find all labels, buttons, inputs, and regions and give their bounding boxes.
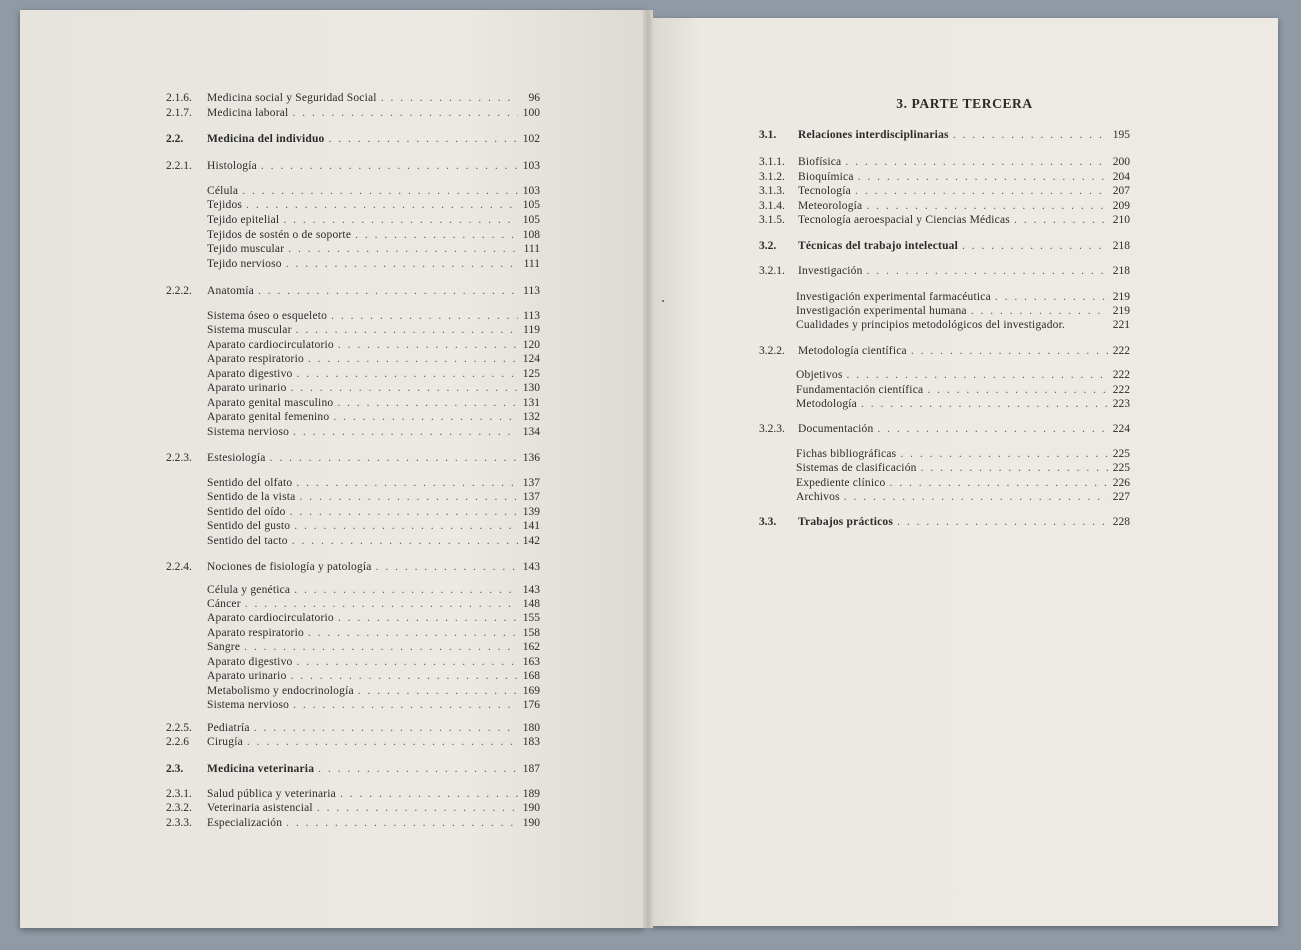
toc-entry [207,597,540,611]
toc-entry-page: 120 [522,339,540,351]
dot-leader [886,476,1109,490]
toc-entry [166,106,540,120]
toc-entry-page: 162 [522,641,540,653]
dot-leader [336,787,518,801]
dot-leader [923,383,1108,397]
toc-entry-title: Objetivos [796,369,843,381]
toc-entry-number: 3.1. [759,129,777,141]
toc-entry-page: 134 [522,426,540,438]
toc-entry-title: Sentido de la vista [207,491,296,503]
toc-entry-title: Tecnología [798,185,851,197]
toc-entry [207,490,540,504]
toc-entry-number: 2.3.1. [166,788,192,800]
toc-entry-title: Sangre [207,641,241,653]
dot-leader [873,422,1108,436]
toc-entry-title: Técnicas del trabajo intelectual [798,240,959,252]
dot-leader [840,490,1108,504]
toc-entry [796,290,1130,304]
toc-entry-title: Anatomía [207,285,254,297]
toc-entry-title: Investigación experimental humana [796,305,967,317]
dot-leader [377,91,518,105]
toc-entry-title: Sentido del gusto [207,520,291,532]
toc-entry-page: 130 [522,382,540,394]
dot-leader [254,284,518,298]
dot-leader [862,199,1108,213]
toc-entry-number: 3.2. [759,240,777,252]
toc-entry [166,762,540,776]
toc-entry-title: Medicina laboral [207,107,289,119]
toc-entry [759,170,1130,184]
toc-entry [796,304,1130,318]
dot-leader [292,323,518,337]
toc-entry-title: Medicina del individuo [207,133,325,145]
toc-entry-title: Sistema óseo o esqueleto [207,310,328,322]
toc-entry-page: 143 [522,561,540,573]
toc-entry-title: Fichas bibliográficas [796,448,897,460]
toc-entry [796,368,1130,382]
dot-leader [351,228,518,242]
dot-leader [967,304,1108,318]
dot-leader [289,698,518,712]
toc-entry [207,352,540,366]
toc-entry-title: Tejido muscular [207,243,285,255]
toc-entry-number: 2.2.1. [166,160,192,172]
toc-entry-title: Medicina social y Seguridad Social [207,92,377,104]
toc-entry-page: 169 [522,685,540,697]
dot-leader [286,505,518,519]
dot-leader [243,735,518,749]
toc-entry-title: Tejido nervioso [207,258,282,270]
toc-entry-page: 224 [1112,423,1130,435]
toc-entry-title: Sistema nervioso [207,699,290,711]
toc-entry-title: Aparato respiratorio [207,353,304,365]
toc-entry-title: Sentido del tacto [207,535,288,547]
toc-entry-number: 3.1.1. [759,156,785,168]
toc-entry-page: 113 [523,285,540,297]
toc-entry-number: 3.2.2. [759,345,785,357]
toc-entry [207,257,540,271]
toc-entry-title: Aparato respiratorio [207,627,304,639]
toc-entry-page: 190 [522,802,540,814]
toc-entry-number: 2.2. [166,133,184,145]
toc-entry [796,461,1130,475]
toc-entry [166,721,540,735]
toc-entry-page: 189 [522,788,540,800]
toc-entry-page: 136 [522,452,540,464]
toc-entry-page: 100 [522,107,540,119]
toc-entry [759,155,1130,169]
toc-entry-page: 142 [522,535,540,547]
toc-entry [759,344,1130,358]
toc-entry [166,816,540,830]
dot-leader [257,159,518,173]
toc-entry-title: Nociones de fisiología y patología [207,561,372,573]
toc-entry-page: 137 [522,491,540,503]
toc-entry-page: 228 [1112,516,1130,528]
toc-entry-page: 168 [522,670,540,682]
toc-entry [207,611,540,625]
toc-entry-page: 124 [522,353,540,365]
toc-entry [166,560,540,574]
dot-leader [334,338,518,352]
toc-entry-number: 3.2.1. [759,265,785,277]
dot-leader [372,560,518,574]
toc-entry-title: Expediente clínico [796,477,886,489]
toc-entry-page: 176 [522,699,540,711]
dot-leader [863,264,1108,278]
toc-entry [207,534,540,548]
toc-entry-page: 218 [1112,240,1130,252]
toc-entry-number: 2.3.2. [166,802,192,814]
dot-leader [238,184,518,198]
toc-entry-page: 158 [522,627,540,639]
toc-entry-page: 111 [523,258,540,270]
dot-leader [242,198,518,212]
toc-entry [207,425,540,439]
dot-leader [287,669,518,683]
book-gutter [643,10,653,928]
toc-entry-title: Metabolismo y endocrinología [207,685,354,697]
toc-entry [207,410,540,424]
toc-entry-page: 105 [522,199,540,211]
toc-entry-title: Sentido del olfato [207,477,293,489]
toc-entry-page: 137 [522,477,540,489]
toc-entry-page: 204 [1112,171,1130,183]
toc-entry-number: 3.1.5. [759,214,785,226]
toc-entry [207,476,540,490]
toc-entry [796,490,1130,504]
toc-entry-number: 2.1.7. [166,107,192,119]
toc-entry-number: 2.2.4. [166,561,192,573]
dot-leader [282,257,518,271]
toc-entry [166,801,540,815]
toc-entry-page: 148 [522,598,540,610]
toc-entry-page: 132 [522,411,540,423]
toc-entry-page: 221 [1112,319,1130,331]
toc-entry-page: 180 [522,722,540,734]
dot-leader [284,242,518,256]
toc-entry-title: Metodología [796,398,857,410]
dot-leader [250,721,518,735]
toc-entry-page: 190 [522,817,540,829]
dot-leader [327,309,518,323]
dot-leader [288,106,518,120]
dot-leader [241,597,518,611]
toc-entry-title: Sistema nervioso [207,426,290,438]
toc-entry-title: Sentido del oído [207,506,286,518]
toc-entry-title: Investigación [798,265,863,277]
toc-entry-title: Veterinaria asistencial [207,802,313,814]
toc-entry-page: 187 [522,763,540,775]
dot-leader [313,801,518,815]
toc-entry [207,684,540,698]
toc-entry-title: Archivos [796,491,840,503]
toc-entry [207,242,540,256]
dot-leader [304,626,518,640]
toc-entry [166,451,540,465]
toc-entry [207,309,540,323]
dot-leader [991,290,1108,304]
toc-entry [207,640,540,654]
toc-entry-page: 200 [1112,156,1130,168]
toc-entry-title: Cualidades y principios metodológicos del investigador. [796,319,1066,331]
toc-entry-title: Cirugía [207,736,243,748]
toc-entry [759,128,1130,142]
dot-leader [290,519,518,533]
dot-leader [314,762,518,776]
toc-entry-number: 2.2.6 [166,736,189,748]
dot-leader [1010,213,1108,227]
toc-entry [207,213,540,227]
toc-entry-title: Tejidos [207,199,243,211]
toc-entry-page: 141 [522,520,540,532]
toc-entry-title: Tejidos de sostén o de soporte [207,229,352,241]
dot-leader [292,655,518,669]
toc-entry-page: 163 [522,656,540,668]
dot-leader [354,684,518,698]
toc-entry-page: 223 [1112,398,1130,410]
toc-entry [207,198,540,212]
toc-entry-number: 2.1.6. [166,92,192,104]
toc-entry [796,318,1130,332]
toc-entry [207,396,540,410]
toc-entry [166,132,540,146]
toc-entry [207,228,540,242]
toc-entry-title: Tejido epitelial [207,214,280,226]
dot-leader [287,381,518,395]
toc-entry-number: 2.2.5. [166,722,192,734]
toc-entry-title: Documentación [798,423,874,435]
toc-entry-page: 102 [522,133,540,145]
toc-entry [166,735,540,749]
toc-entry-title: Sistema muscular [207,324,292,336]
dot-leader [333,396,518,410]
toc-entry-title: Aparato digestivo [207,368,293,380]
dot-leader [896,447,1108,461]
toc-entry-title: Aparato cardiocirculatorio [207,339,334,351]
dot-leader [917,461,1108,475]
toc-entry-page: 222 [1112,345,1130,357]
dot-leader [893,515,1108,529]
toc-entry [759,422,1130,436]
toc-entry-page: 209 [1112,200,1130,212]
toc-entry-page: 207 [1112,185,1130,197]
toc-entry-page: 111 [523,243,540,255]
toc-entry-title: Fundamentación científica [796,384,924,396]
toc-entry-title: Sistemas de clasificación [796,462,917,474]
toc-entry [207,519,540,533]
toc-entry-number: 3.1.2. [759,171,785,183]
toc-entry [796,447,1130,461]
dot-leader [843,368,1108,382]
toc-entry-title: Histología [207,160,257,172]
toc-entry [759,199,1130,213]
toc-entry [207,505,540,519]
toc-entry [796,476,1130,490]
toc-entry-title: Célula y genética [207,584,291,596]
part-heading: 3. PARTE TERCERA [896,96,1033,111]
toc-entry-number: 3.2.3. [759,423,785,435]
toc-entry [166,787,540,801]
toc-entry-page: 222 [1112,369,1130,381]
toc-entry-page: 103 [522,160,540,172]
toc-entry-number: 2.3. [166,763,184,775]
dot-leader [290,583,518,597]
toc-entry-title: Aparato genital femenino [207,411,330,423]
toc-entry-title: Aparato digestivo [207,656,293,668]
dot-leader [292,476,518,490]
toc-entry-title: Pediatría [207,722,250,734]
toc-entry [166,284,540,298]
dot-leader [949,128,1108,142]
toc-entry-title: Meteorología [798,200,863,212]
dot-leader [958,239,1108,253]
dot-leader [266,451,518,465]
toc-entry [207,323,540,337]
toc-entry-title: Aparato genital masculino [207,397,334,409]
toc-entry-page: 96 [528,92,540,104]
dot-leader [857,397,1108,411]
toc-entry-page: 119 [523,324,540,336]
toc-entry-title: Aparato cardiocirculatorio [207,612,334,624]
dot-leader [334,611,518,625]
toc-entry [759,515,1130,529]
toc-entry-page: 227 [1112,491,1130,503]
toc-entry [207,655,540,669]
toc-entry-number: 3.1.3. [759,185,785,197]
toc-entry-page: 225 [1112,462,1130,474]
toc-entry-page: 195 [1112,129,1130,141]
toc-entry-page: 103 [522,185,540,197]
dot-leader [907,344,1108,358]
dot-leader [295,490,518,504]
toc-entry [207,669,540,683]
toc-entry-page: 210 [1112,214,1130,226]
dot-leader [854,170,1108,184]
toc-entry-title: Aparato urinario [207,670,287,682]
toc-entry-page: 139 [522,506,540,518]
toc-entry-title: Tecnología aeroespacial y Ciencias Médicas [798,214,1010,226]
toc-entry-page: 105 [522,214,540,226]
dot-leader [282,816,518,830]
toc-entry [759,264,1130,278]
toc-entry [207,338,540,352]
dot-leader [288,534,518,548]
toc-entry-page: 143 [522,584,540,596]
dot-leader [289,425,518,439]
dot-leader [240,640,518,654]
toc-entry-page: 226 [1112,477,1130,489]
dot-leader [292,367,518,381]
dot-leader [851,184,1108,198]
dot-leader [329,410,518,424]
dot-leader [279,213,518,227]
toc-entry [796,383,1130,397]
toc-entry-title: Aparato urinario [207,382,287,394]
toc-entry-page: 131 [522,397,540,409]
toc-entry-number: 2.2.2. [166,285,192,297]
toc-entry-number: 2.3.3. [166,817,192,829]
toc-entry-page: 183 [522,736,540,748]
toc-entry-number: 3.1.4. [759,200,785,212]
dot-leader [325,132,518,146]
toc-entry [207,381,540,395]
dot-leader [841,155,1108,169]
toc-entry-title: Estesiología [207,452,266,464]
toc-entry-title: Relaciones interdisciplinarias [798,129,949,141]
paper-speck [662,300,664,302]
toc-entry-title: Metodología científica [798,345,907,357]
toc-entry-title: Especialización [207,817,283,829]
toc-entry [166,159,540,173]
toc-entry-number: 2.2.3. [166,452,192,464]
toc-entry-page: 218 [1112,265,1130,277]
toc-entry-title: Salud pública y veterinaria [207,788,336,800]
toc-entry-title: Biofísica [798,156,842,168]
toc-entry-page: 113 [523,310,540,322]
toc-entry [207,626,540,640]
toc-entry [207,583,540,597]
toc-entry-number: 3.3. [759,516,777,528]
toc-entry [166,91,540,105]
toc-entry [207,184,540,198]
toc-entry-page: 219 [1112,291,1130,303]
toc-entry-page: 225 [1112,448,1130,460]
toc-entry [759,184,1130,198]
toc-entry-title: Medicina veterinaria [207,763,315,775]
toc-entry-title: Investigación experimental farmacéutica [796,291,991,303]
toc-entry-title: Célula [207,185,239,197]
toc-entry-title: Cáncer [207,598,241,610]
toc-entry-page: 108 [522,229,540,241]
toc-entry-title: Bioquímica [798,171,854,183]
toc-entry-title: Trabajos prácticos [798,516,894,528]
toc-entry [207,367,540,381]
toc-entry [796,397,1130,411]
toc-entry-page: 125 [522,368,540,380]
toc-entry [759,239,1130,253]
toc-entry-page: 155 [522,612,540,624]
dot-leader [304,352,518,366]
toc-entry [759,213,1130,227]
toc-entry [207,698,540,712]
toc-entry-page: 222 [1112,384,1130,396]
toc-entry-page: 219 [1112,305,1130,317]
